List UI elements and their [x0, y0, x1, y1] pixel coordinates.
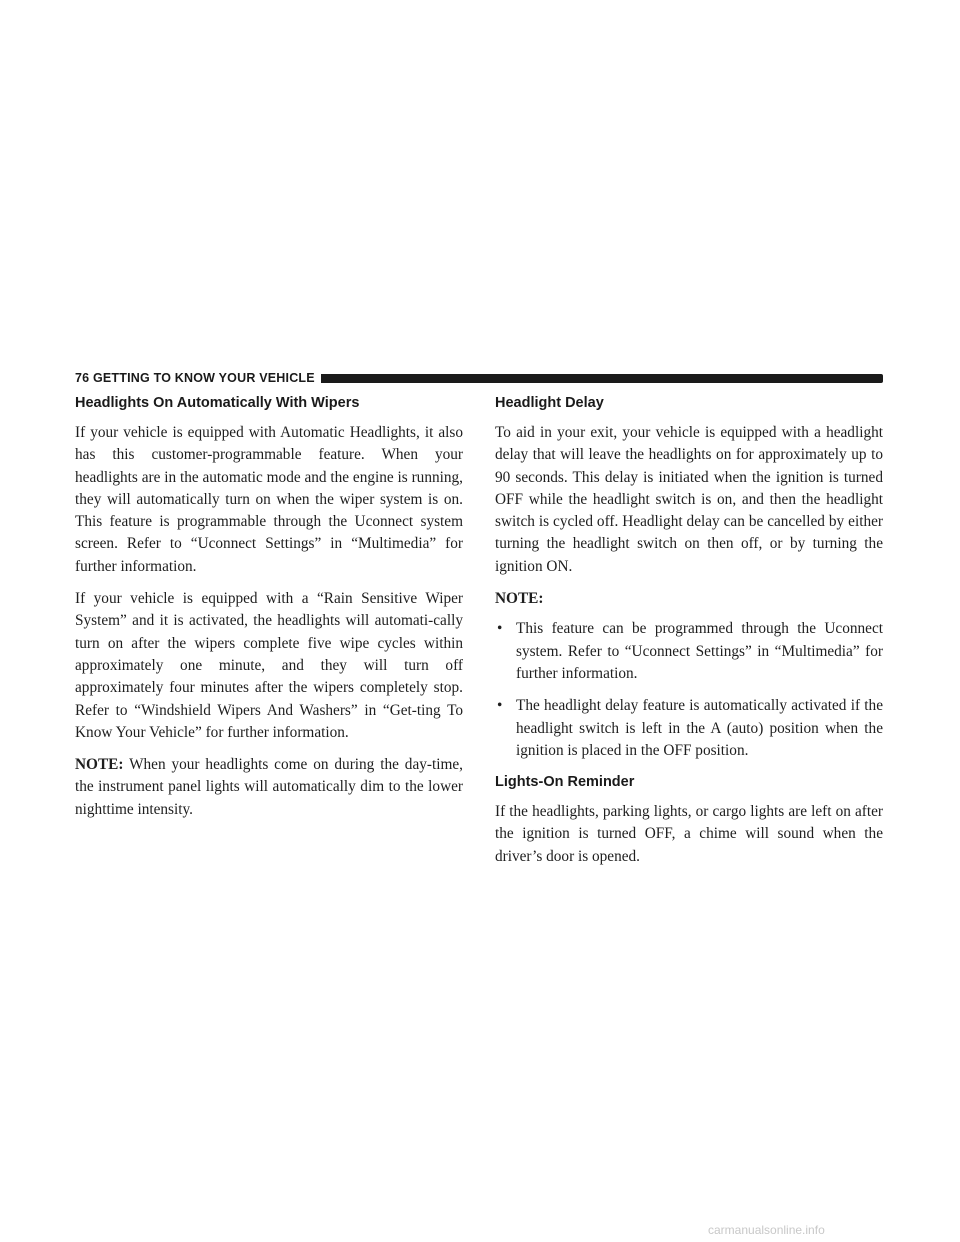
note-bullet-list: [495, 618, 883, 762]
page-header: [75, 368, 883, 388]
note-paragraph: [75, 754, 463, 821]
header-rule: [321, 374, 883, 383]
watermark: carmanualsonline.info: [708, 1223, 825, 1237]
list-item: [495, 618, 883, 685]
section-heading-headlight-delay: Headlight Delay: [495, 395, 604, 411]
bullet-icon: •: [497, 620, 503, 638]
paragraph: If your vehicle is equipped with Automatic Headlights, it also has this customer-programmable feature. When your headlights are in the automatic mode and the engine is running, they will automatically turn on when the wiper system is on. This feature is programmable through the Uconnect system screen. Refer to “Uconnect Settings” in “Multimedia” for further information.: [75, 424, 463, 575]
list-item: [495, 695, 883, 762]
paragraph: If your vehicle is equipped with a “Rain Sensitive Wiper System” and it is activated, the headlights will automati-cally turn on after the wipers complete five wipe cycles within approximately one minute, and they will turn off approximately four minutes after the wipers completely stop. Refer to “Windshield Wipers And Washers” in “Get-ting To Know Your Vehicle” for further information.: [75, 590, 463, 741]
note-label: NOTE:: [75, 756, 124, 774]
note-label: NOTE:: [495, 590, 544, 608]
note-text: When your headlights come on during the day-time, the instrument panel lights will automatically dim to the lower nighttime intensity.: [75, 756, 463, 818]
left-column: [75, 393, 463, 831]
list-item-text: The headlight delay feature is automatically activated if the headlight switch is left in the A (auto) position when the ignition is placed in the OFF position.: [516, 697, 883, 759]
page-header-label: 76 GETTING TO KNOW YOUR VEHICLE: [75, 371, 315, 385]
bullet-icon: •: [497, 697, 503, 715]
paragraph: If the headlights, parking lights, or cargo lights are left on after the ignition is turned OFF, a chime will sound when the driver’s door is opened.: [495, 803, 883, 865]
paragraph: To aid in your exit, your vehicle is equipped with a headlight delay that will leave the headlights on for approximately up to 90 seconds. This delay is initiated when the ignition is turned OFF while the headlight switch is on, and then the headlight switch is cycled off. Headlight delay can be cancelled by either turning the headlight switch on then off, or by turning the ignition ON.: [495, 424, 883, 575]
note-paragraph: [495, 588, 883, 610]
section-heading-lights-on-reminder: Lights-On Reminder: [495, 774, 635, 791]
section-heading-headlights-wipers: Headlights On Automatically With Wipers: [75, 395, 360, 411]
list-item-text: This feature can be programmed through the Uconnect system. Refer to “Uconnect Settings” in “Multimedia” for further information.: [516, 620, 883, 682]
right-column: [495, 393, 883, 878]
